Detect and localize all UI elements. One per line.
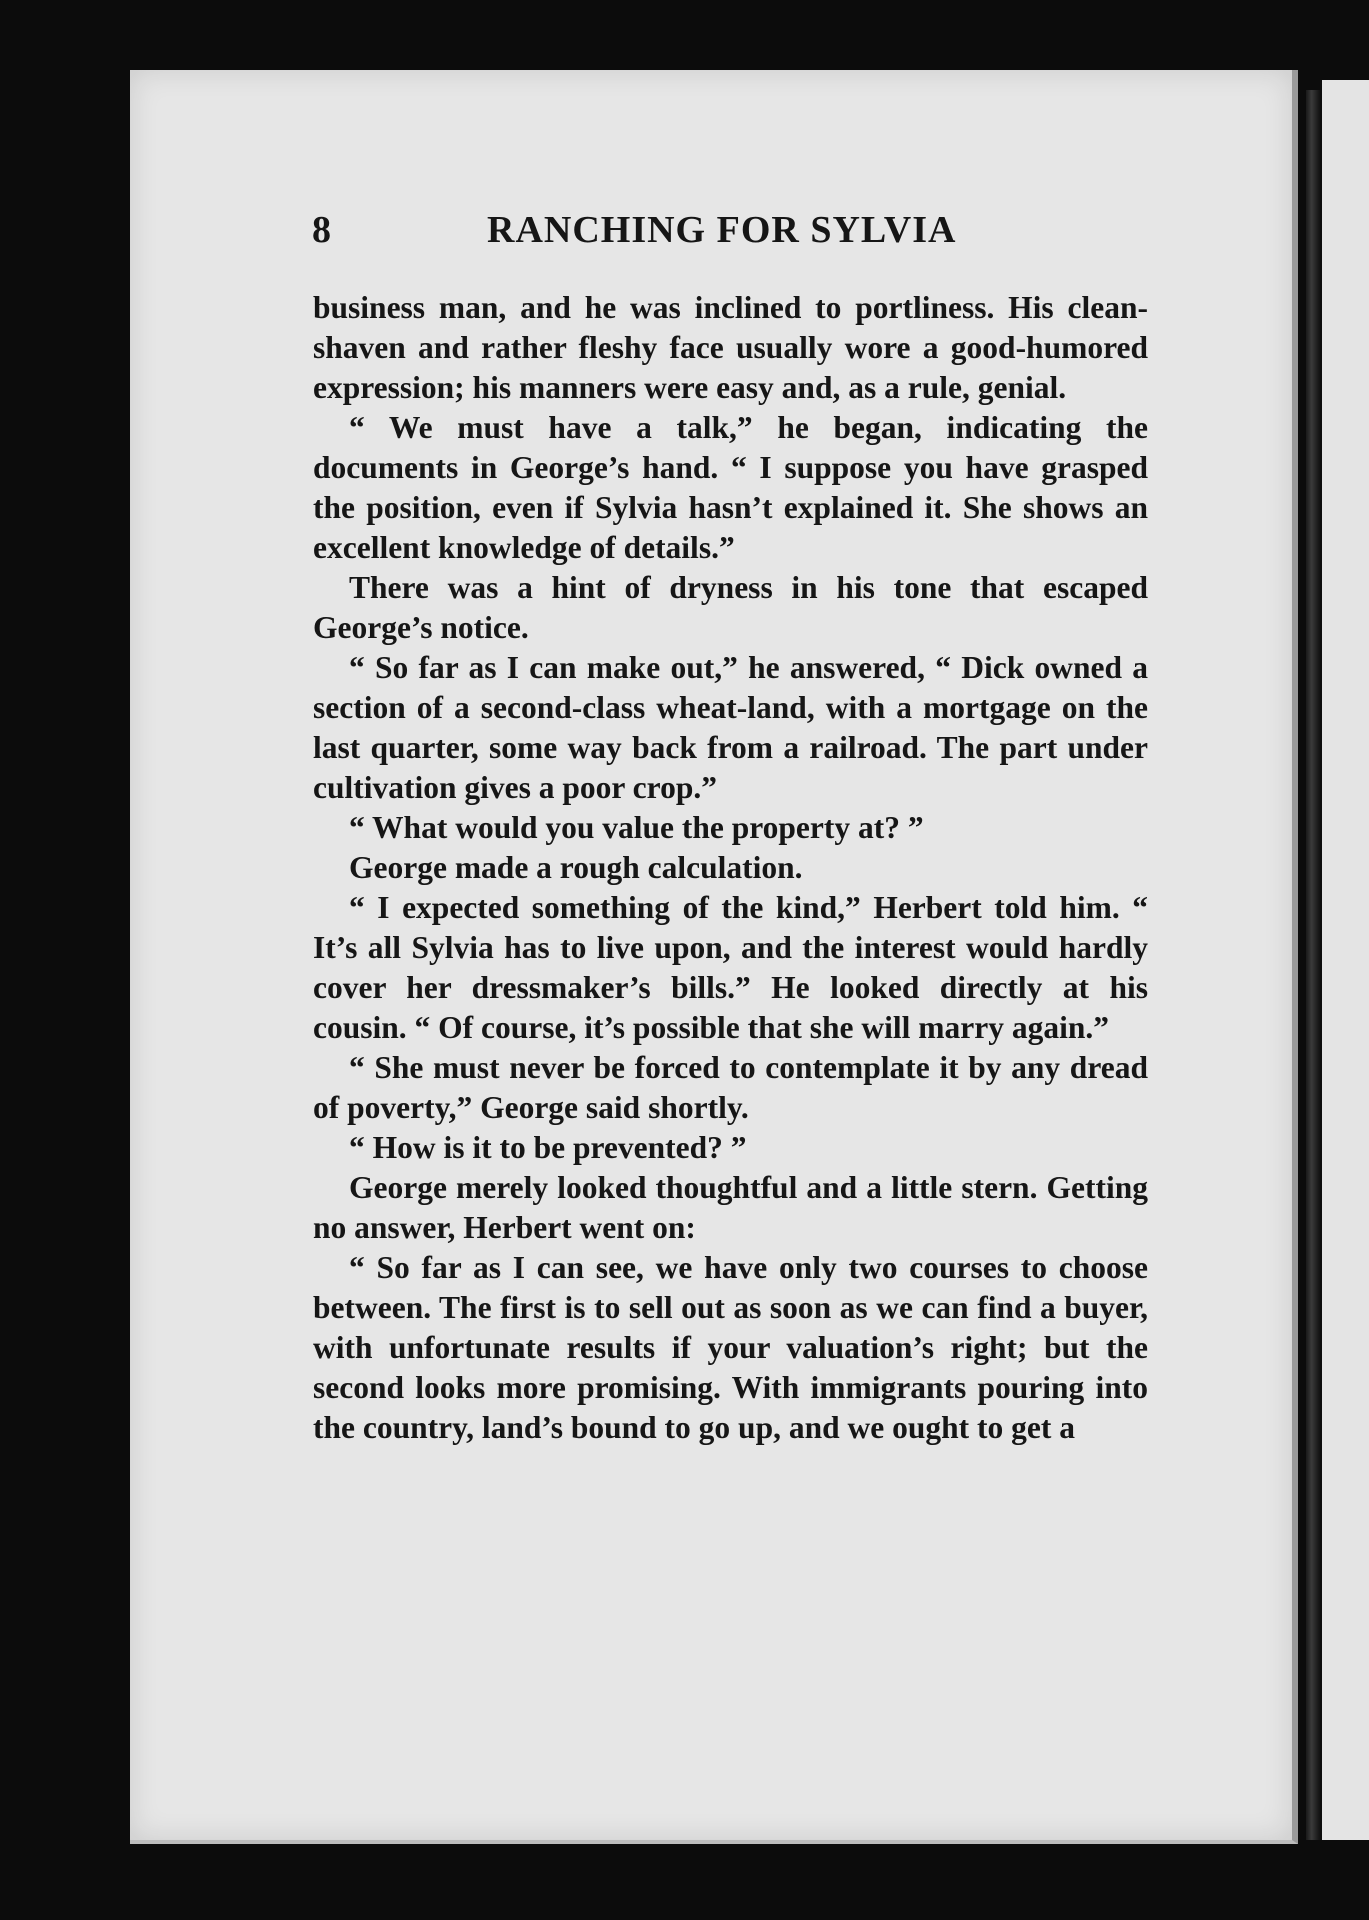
paragraph: “ We must have a talk,” he began, indicating the documents in George’s hand. “ I suppose you have grasped the position, even if Sylvia hasn’t explained it. She shows an excellent knowledge of details.” (313, 410, 1148, 565)
paragraph: There was a hint of dryness in his tone that escaped George’s notice. (313, 570, 1148, 645)
book-gutter (1306, 90, 1320, 1840)
paragraph: business man, and he was inclined to portliness. His clean-shaven and rather fleshy face usually wore a good-humored expression; his manners were easy and, as a rule, genial. (313, 290, 1148, 405)
page-header (312, 208, 1112, 268)
adjacent-page-edge (1322, 80, 1369, 1840)
page-number: 8 (312, 209, 331, 251)
paragraph: “ So far as I can see, we have only two courses to choose between. The first is to sell out as soon as we can find a buyer, with unfortunate results if your valuation’s right; but the second looks more promising. With immigrants pouring into the country, land’s bound to go up, and we ought to get a (313, 1250, 1148, 1445)
paragraph: “ How is it to be prevented? ” (349, 1130, 747, 1165)
paragraph: George made a rough calculation. (349, 850, 803, 885)
paragraph: “ What would you value the property at? ” (349, 810, 924, 845)
body-text (313, 288, 1148, 1448)
running-title: RANCHING FOR SYLVIA (487, 209, 957, 251)
paragraph: George merely looked thoughtful and a little stern. Getting no answer, Herbert went on: (313, 1170, 1148, 1245)
paragraph: “ So far as I can make out,” he answered, “ Dick owned a section of a second-class wheat-land, with a mortgage on the last quarter, some way back from a railroad. The part under cultivation gives a poor crop.” (313, 650, 1148, 805)
paragraph: “ She must never be forced to contemplate it by any dread of poverty,” George said shortly. (313, 1050, 1148, 1125)
paragraph: “ I expected something of the kind,” Herbert told him. “ It’s all Sylvia has to live upon, and the interest would hardly cover her dressmaker’s bills.” He looked directly at his cousin. “ Of course, it’s possible that she will marry again.” (313, 890, 1148, 1045)
